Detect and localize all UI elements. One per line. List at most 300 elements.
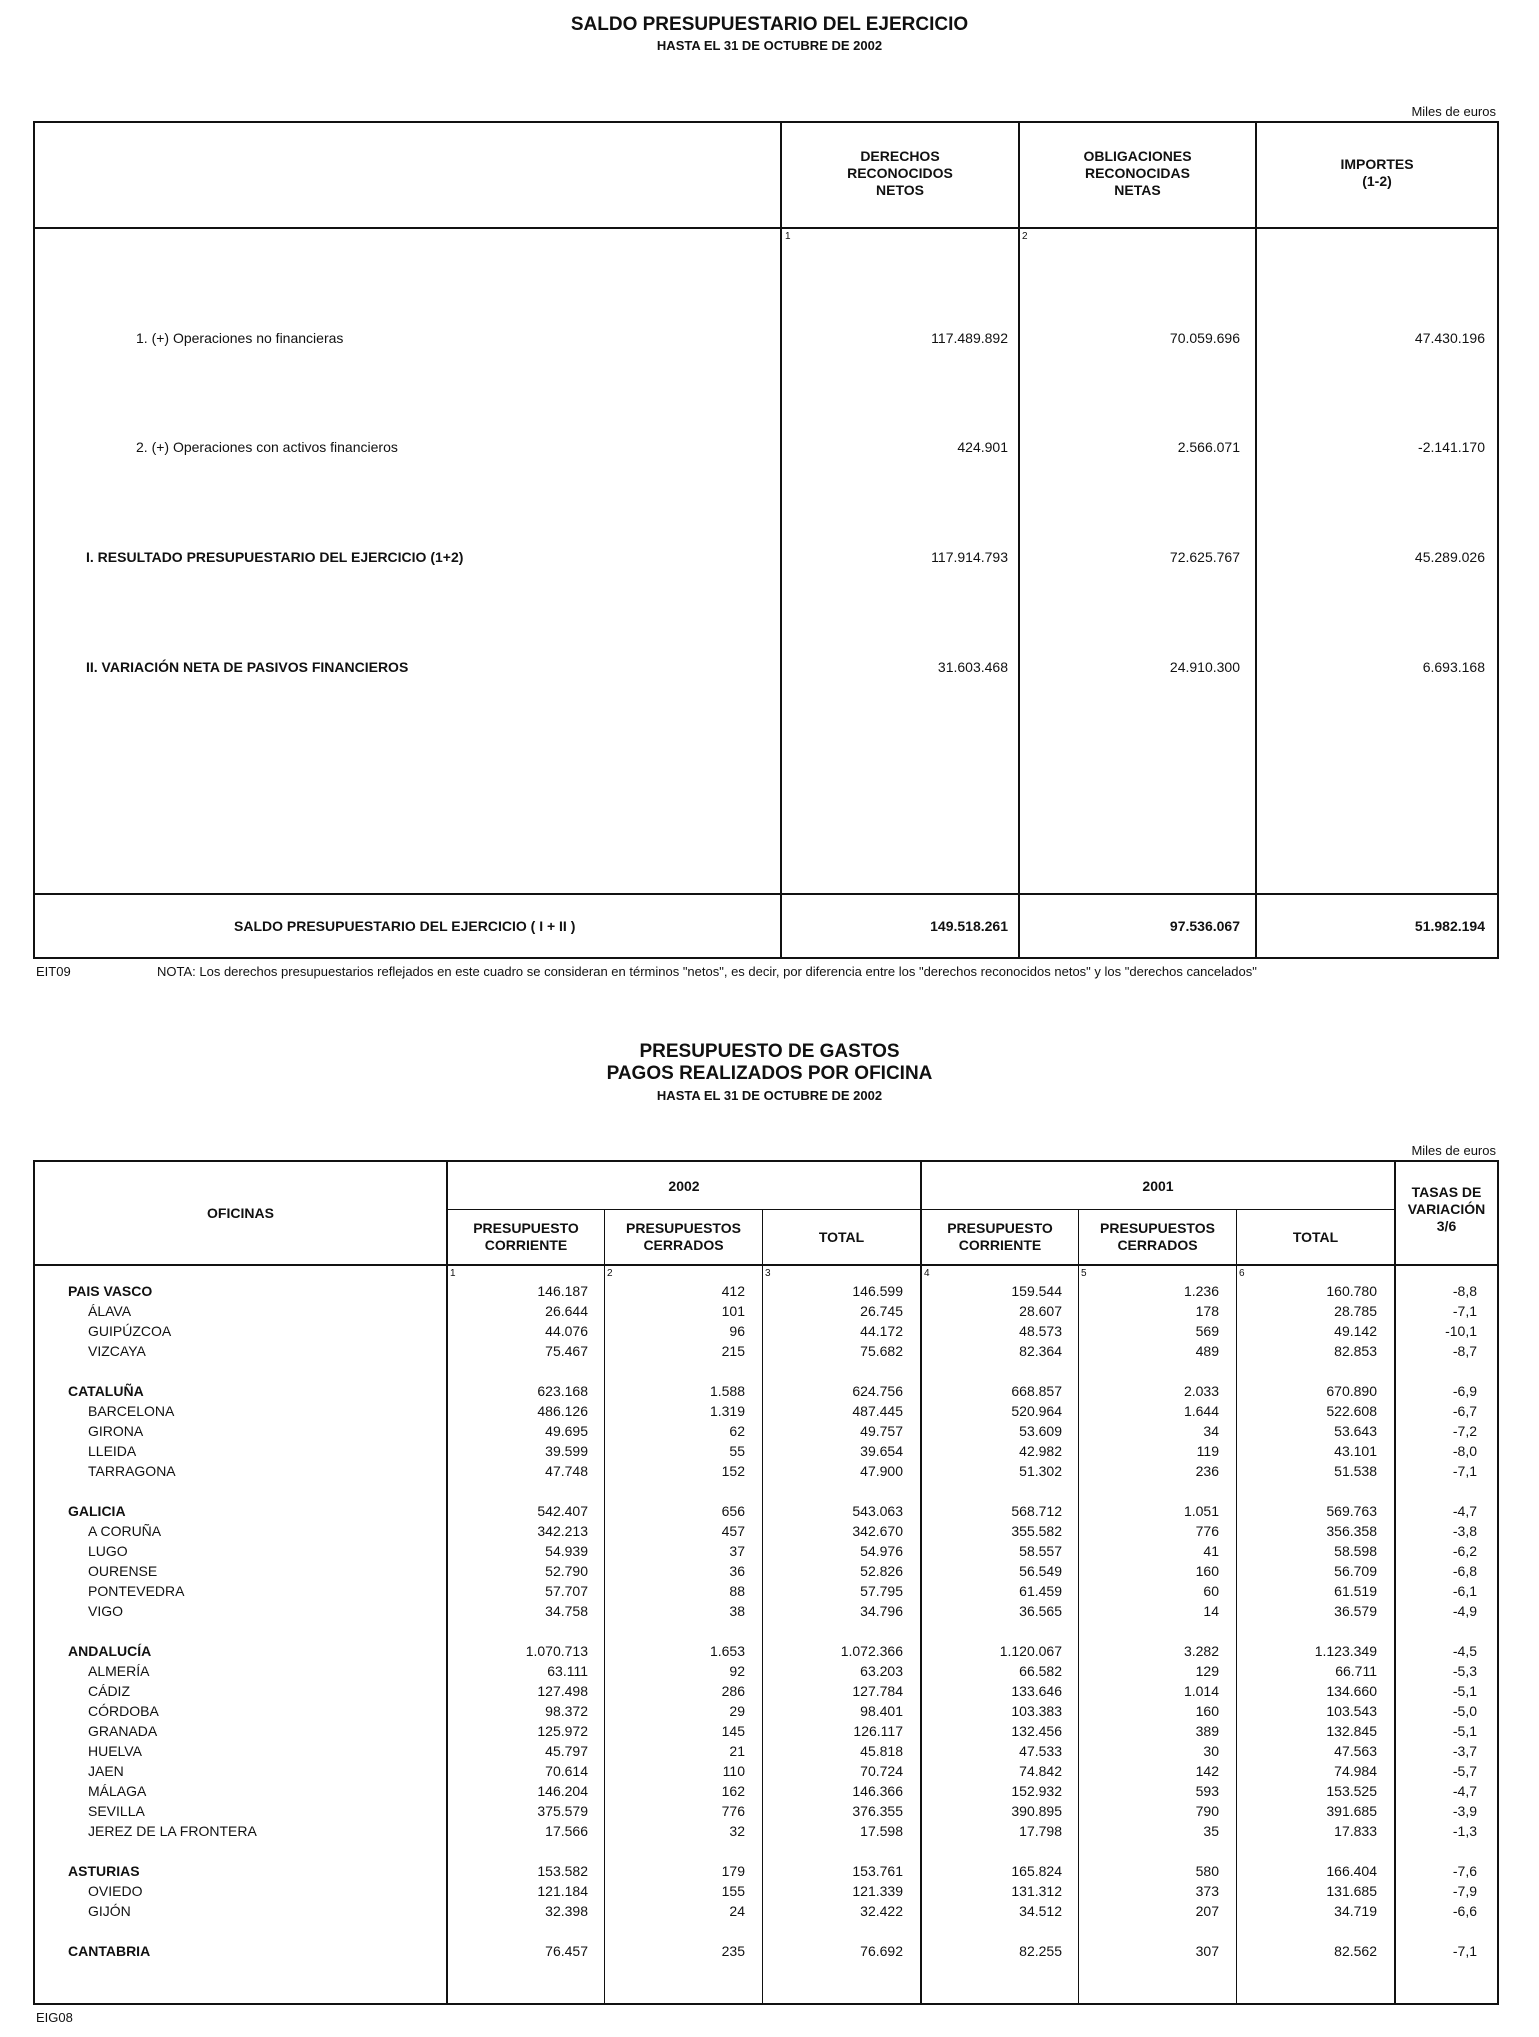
table-row — [0, 1903, 1539, 1923]
oficina-name: PAIS VASCO — [68, 1283, 153, 1299]
value-cell: 1.072.366 — [840, 1643, 903, 1659]
header-year-2001: 2001 — [1142, 1178, 1174, 1194]
value-cell: 132.845 — [1326, 1723, 1377, 1739]
value-cell: 47.748 — [545, 1463, 588, 1479]
saldo-row-derechos: 117.914.793 — [931, 549, 1008, 565]
value-cell: 145 — [721, 1723, 745, 1739]
value-cell: 57.707 — [545, 1583, 588, 1599]
value-cell: 49.695 — [545, 1423, 588, 1439]
value-cell: 152 — [721, 1463, 745, 1479]
value-cell: 56.709 — [1334, 1563, 1377, 1579]
saldo-total-label: SALDO PRESUPUESTARIO DEL EJERCICIO ( I + II ) — [234, 918, 576, 934]
header-total-2002: TOTAL — [818, 1229, 865, 1245]
oficina-name: HUELVA — [88, 1743, 142, 1759]
table-row — [0, 1643, 1539, 1663]
gastos-unit: Miles de euros — [1411, 1143, 1496, 1158]
value-cell: 14 — [1203, 1603, 1219, 1619]
header-year-2002: 2002 — [668, 1178, 700, 1194]
col-index: 5 — [1081, 1268, 1087, 1279]
header-derechos: DERECHOS RECONOCIDOS NETOS — [847, 148, 953, 198]
value-cell: 75.467 — [545, 1343, 588, 1359]
table-row — [0, 1803, 1539, 1823]
value-cell: 92 — [729, 1663, 745, 1679]
saldo-subtitle: HASTA EL 31 DE OCTUBRE DE 2002 — [656, 38, 883, 53]
value-cell: 146.366 — [852, 1783, 903, 1799]
value-cell: 127.498 — [537, 1683, 588, 1699]
oficina-name: TARRAGONA — [88, 1463, 176, 1479]
value-cell: 355.582 — [1011, 1523, 1062, 1539]
value-cell: 162 — [721, 1783, 745, 1799]
oficina-name: ALMERÍA — [88, 1663, 150, 1679]
table-row — [0, 1383, 1539, 1403]
value-cell: 179 — [721, 1863, 745, 1879]
oficina-name: A CORUÑA — [88, 1523, 162, 1539]
oficina-name: JEREZ DE LA FRONTERA — [88, 1823, 257, 1839]
value-cell: 668.857 — [1011, 1383, 1062, 1399]
table-row — [0, 1283, 1539, 1303]
value-cell: 76.692 — [860, 1943, 903, 1959]
tasa-cell: -3,7 — [1452, 1743, 1477, 1759]
value-cell: 146.599 — [852, 1283, 903, 1299]
value-cell: 45.818 — [860, 1743, 903, 1759]
value-cell: 58.557 — [1019, 1543, 1062, 1559]
value-cell: 520.964 — [1011, 1403, 1062, 1419]
value-cell: 37 — [729, 1543, 745, 1559]
col-index-2: 2 — [1022, 231, 1028, 242]
value-cell: 26.644 — [545, 1303, 588, 1319]
oficina-name: CATALUÑA — [68, 1383, 144, 1399]
value-cell: 389 — [1195, 1723, 1219, 1739]
value-cell: 63.203 — [860, 1663, 903, 1679]
value-cell: 34.512 — [1019, 1903, 1062, 1919]
value-cell: 569.763 — [1326, 1503, 1377, 1519]
oficina-name: SEVILLA — [88, 1803, 145, 1819]
tasa-cell: -7,1 — [1452, 1303, 1477, 1319]
value-cell: 656 — [721, 1503, 745, 1519]
col-index-1: 1 — [785, 231, 791, 242]
oficina-name: ÁLAVA — [88, 1303, 132, 1319]
table-row — [0, 1503, 1539, 1523]
tasa-cell: -6,9 — [1452, 1383, 1477, 1399]
value-cell: 121.184 — [537, 1883, 588, 1899]
table-row — [0, 1423, 1539, 1443]
value-cell: 49.757 — [860, 1423, 903, 1439]
value-cell: 489 — [1195, 1343, 1219, 1359]
value-cell: 160 — [1195, 1563, 1219, 1579]
table-row — [0, 1463, 1539, 1483]
value-cell: 52.826 — [860, 1563, 903, 1579]
table-row — [0, 1683, 1539, 1703]
value-cell: 66.582 — [1019, 1663, 1062, 1679]
tasa-cell: -10,1 — [1445, 1323, 1477, 1339]
value-cell: 165.824 — [1011, 1863, 1062, 1879]
col-index: 6 — [1239, 1268, 1245, 1279]
value-cell: 131.312 — [1011, 1883, 1062, 1899]
oficina-name: PONTEVEDRA — [88, 1583, 185, 1599]
value-cell: 569 — [1195, 1323, 1219, 1339]
tasa-cell: -5,3 — [1452, 1663, 1477, 1679]
value-cell: 39.654 — [860, 1443, 903, 1459]
oficina-name: CÓRDOBA — [88, 1703, 159, 1719]
value-cell: 119 — [1196, 1443, 1219, 1459]
saldo-row-obligaciones: 72.625.767 — [1169, 549, 1240, 565]
value-cell: 53.609 — [1019, 1423, 1062, 1439]
value-cell: 3.282 — [1183, 1643, 1219, 1659]
value-cell: 82.255 — [1019, 1943, 1062, 1959]
value-cell: 215 — [721, 1343, 745, 1359]
value-cell: 159.544 — [1011, 1283, 1062, 1299]
value-cell: 131.685 — [1326, 1883, 1377, 1899]
saldo-unit: Miles de euros — [1411, 104, 1496, 119]
tasa-cell: -7,9 — [1452, 1883, 1477, 1899]
value-cell: 98.401 — [860, 1703, 903, 1719]
tasa-cell: -6,1 — [1452, 1583, 1477, 1599]
tasa-cell: -8,7 — [1452, 1343, 1477, 1359]
tasa-cell: -7,1 — [1452, 1463, 1477, 1479]
value-cell: 36.579 — [1334, 1603, 1377, 1619]
oficina-name: MÁLAGA — [88, 1783, 147, 1799]
oficina-name: LUGO — [88, 1543, 128, 1559]
value-cell: 412 — [721, 1283, 745, 1299]
value-cell: 51.538 — [1334, 1463, 1377, 1479]
table-row — [0, 1863, 1539, 1883]
table-row — [0, 1943, 1539, 1963]
col-index: 2 — [607, 1268, 613, 1279]
value-cell: 129 — [1195, 1663, 1219, 1679]
tasa-cell: -5,1 — [1452, 1723, 1477, 1739]
value-cell: 142 — [1195, 1763, 1219, 1779]
saldo-row-importes: -2.141.170 — [1418, 439, 1485, 455]
value-cell: 36 — [729, 1563, 745, 1579]
saldo-row-label: 2. (+) Operaciones con activos financieros — [136, 439, 398, 455]
oficina-name: GIJÓN — [88, 1903, 131, 1919]
value-cell: 356.358 — [1326, 1523, 1377, 1539]
value-cell: 47.533 — [1019, 1743, 1062, 1759]
header-presupuesto-corriente-2002: PRESUPUESTO CORRIENTE — [473, 1220, 579, 1253]
value-cell: 17.598 — [860, 1823, 903, 1839]
saldo-row-importes: 45.289.026 — [1414, 549, 1485, 565]
value-cell: 54.939 — [545, 1543, 588, 1559]
value-cell: 133.646 — [1011, 1683, 1062, 1699]
value-cell: 96 — [729, 1323, 745, 1339]
value-cell: 36.565 — [1019, 1603, 1062, 1619]
value-cell: 74.842 — [1019, 1763, 1062, 1779]
tasa-cell: -7,1 — [1452, 1943, 1477, 1959]
saldo-code: EIT09 — [36, 964, 71, 979]
saldo-row-obligaciones: 70.059.696 — [1169, 330, 1240, 346]
value-cell: 543.063 — [852, 1503, 903, 1519]
value-cell: 391.685 — [1326, 1803, 1377, 1819]
oficina-name: CÁDIZ — [88, 1683, 130, 1699]
value-cell: 160.780 — [1326, 1283, 1377, 1299]
value-cell: 103.543 — [1326, 1703, 1377, 1719]
header-total-2001: TOTAL — [1292, 1229, 1339, 1245]
gastos-title-2: PAGOS REALIZADOS POR OFICINA — [606, 1063, 933, 1084]
table-row — [0, 1523, 1539, 1543]
saldo-row-obligaciones: 2.566.071 — [1177, 439, 1240, 455]
oficina-name: OVIEDO — [88, 1883, 143, 1899]
value-cell: 44.076 — [545, 1323, 588, 1339]
table-row — [0, 1303, 1539, 1323]
table-row — [0, 1723, 1539, 1743]
value-cell: 17.798 — [1019, 1823, 1062, 1839]
tasa-cell: -4,7 — [1452, 1783, 1477, 1799]
table-row — [0, 1763, 1539, 1783]
table-row — [0, 1883, 1539, 1903]
table-row — [0, 1343, 1539, 1363]
value-cell: 17.833 — [1334, 1823, 1377, 1839]
tasa-cell: -4,5 — [1452, 1643, 1477, 1659]
header-importes: IMPORTES (1-2) — [1340, 156, 1414, 189]
value-cell: 146.187 — [537, 1283, 588, 1299]
value-cell: 146.204 — [537, 1783, 588, 1799]
oficina-name: LLEIDA — [88, 1443, 137, 1459]
value-cell: 76.457 — [545, 1943, 588, 1959]
tasa-cell: -8,8 — [1452, 1283, 1477, 1299]
saldo-total-obligaciones: 97.536.067 — [1169, 918, 1240, 934]
tasa-cell: -6,8 — [1452, 1563, 1477, 1579]
value-cell: 790 — [1195, 1803, 1219, 1819]
tasa-cell: -5,7 — [1452, 1763, 1477, 1779]
value-cell: 1.014 — [1183, 1683, 1219, 1699]
value-cell: 98.372 — [545, 1703, 588, 1719]
gastos-code: EIG08 — [36, 2010, 73, 2025]
tasa-cell: -6,6 — [1452, 1903, 1477, 1919]
value-cell: 390.895 — [1011, 1803, 1062, 1819]
value-cell: 29 — [729, 1703, 745, 1719]
value-cell: 1.319 — [709, 1403, 745, 1419]
value-cell: 47.900 — [860, 1463, 903, 1479]
value-cell: 39.599 — [545, 1443, 588, 1459]
value-cell: 152.932 — [1011, 1783, 1062, 1799]
value-cell: 1.123.349 — [1314, 1643, 1377, 1659]
value-cell: 153.761 — [852, 1863, 903, 1879]
value-cell: 580 — [1195, 1863, 1219, 1879]
value-cell: 82.364 — [1019, 1343, 1062, 1359]
saldo-row-obligaciones: 24.910.300 — [1169, 659, 1240, 675]
value-cell: 52.790 — [545, 1563, 588, 1579]
table-row — [0, 1603, 1539, 1623]
col-index: 1 — [450, 1268, 456, 1279]
table-row — [0, 1663, 1539, 1683]
value-cell: 47.563 — [1334, 1743, 1377, 1759]
value-cell: 53.643 — [1334, 1423, 1377, 1439]
value-cell: 1.120.067 — [999, 1643, 1062, 1659]
value-cell: 1.236 — [1183, 1283, 1219, 1299]
tasa-cell: -7,6 — [1452, 1863, 1477, 1879]
value-cell: 342.213 — [537, 1523, 588, 1539]
col-index: 3 — [765, 1268, 771, 1279]
oficina-name: VIZCAYA — [88, 1343, 146, 1359]
table-row — [0, 1403, 1539, 1423]
tasa-cell: -5,0 — [1452, 1703, 1477, 1719]
value-cell: 286 — [721, 1683, 745, 1699]
value-cell: 54.976 — [860, 1543, 903, 1559]
saldo-row-label: I. RESULTADO PRESUPUESTARIO DEL EJERCICIO (1+2) — [86, 549, 464, 565]
value-cell: 32.422 — [860, 1903, 903, 1919]
value-cell: 32.398 — [545, 1903, 588, 1919]
oficina-name: CANTABRIA — [68, 1943, 151, 1959]
value-cell: 58.598 — [1334, 1543, 1377, 1559]
table-row — [0, 1563, 1539, 1583]
saldo-row-importes: 47.430.196 — [1414, 330, 1485, 346]
saldo-title: SALDO PRESUPUESTARIO DEL EJERCICIO — [570, 14, 969, 35]
value-cell: 487.445 — [852, 1403, 903, 1419]
value-cell: 34.719 — [1334, 1903, 1377, 1919]
value-cell: 74.984 — [1334, 1763, 1377, 1779]
saldo-row-importes: 6.693.168 — [1422, 659, 1485, 675]
value-cell: 307 — [1195, 1943, 1219, 1959]
value-cell: 82.562 — [1334, 1943, 1377, 1959]
oficina-name: ASTURIAS — [68, 1863, 140, 1879]
col-index: 4 — [924, 1268, 930, 1279]
value-cell: 26.745 — [860, 1303, 903, 1319]
tasa-cell: -5,1 — [1452, 1683, 1477, 1699]
value-cell: 88 — [729, 1583, 745, 1599]
oficina-name: VIGO — [88, 1603, 124, 1619]
value-cell: 51.302 — [1019, 1463, 1062, 1479]
tasa-cell: -1,3 — [1452, 1823, 1477, 1839]
value-cell: 776 — [1195, 1523, 1219, 1539]
value-cell: 1.070.713 — [525, 1643, 588, 1659]
value-cell: 178 — [1195, 1303, 1219, 1319]
value-cell: 82.853 — [1334, 1343, 1377, 1359]
value-cell: 45.797 — [545, 1743, 588, 1759]
value-cell: 153.582 — [537, 1863, 588, 1879]
table-row — [0, 1583, 1539, 1603]
tasa-cell: -6,7 — [1452, 1403, 1477, 1419]
value-cell: 132.456 — [1011, 1723, 1062, 1739]
header-tasas: TASAS DE VARIACIÓN 3/6 — [1407, 1184, 1486, 1234]
table-row — [0, 1783, 1539, 1803]
table-row — [0, 1743, 1539, 1763]
tasa-cell: -7,2 — [1452, 1423, 1477, 1439]
tasa-cell: -6,2 — [1452, 1543, 1477, 1559]
value-cell: 48.573 — [1019, 1323, 1062, 1339]
value-cell: 30 — [1203, 1743, 1219, 1759]
oficina-name: JAEN — [88, 1763, 124, 1779]
table-row — [0, 1703, 1539, 1723]
value-cell: 17.566 — [545, 1823, 588, 1839]
value-cell: 1.644 — [1183, 1403, 1219, 1419]
oficina-name: GIRONA — [88, 1423, 144, 1439]
oficina-name: OURENSE — [88, 1563, 158, 1579]
value-cell: 34.758 — [545, 1603, 588, 1619]
tasa-cell: -8,0 — [1452, 1443, 1477, 1459]
value-cell: 542.407 — [537, 1503, 588, 1519]
tasa-cell: -3,9 — [1452, 1803, 1477, 1819]
value-cell: 57.795 — [860, 1583, 903, 1599]
value-cell: 235 — [721, 1943, 745, 1959]
value-cell: 568.712 — [1011, 1503, 1062, 1519]
value-cell: 166.404 — [1326, 1863, 1377, 1879]
value-cell: 70.724 — [860, 1763, 903, 1779]
value-cell: 35 — [1203, 1823, 1219, 1839]
value-cell: 121.339 — [852, 1883, 903, 1899]
value-cell: 42.982 — [1019, 1443, 1062, 1459]
value-cell: 153.525 — [1326, 1783, 1377, 1799]
saldo-row-derechos: 117.489.892 — [931, 330, 1008, 346]
oficina-name: GRANADA — [88, 1723, 158, 1739]
value-cell: 160 — [1195, 1703, 1219, 1719]
value-cell: 41 — [1203, 1543, 1219, 1559]
value-cell: 55 — [729, 1443, 745, 1459]
oficina-name: BARCELONA — [88, 1403, 175, 1419]
saldo-row-derechos: 31.603.468 — [937, 659, 1008, 675]
saldo-total-importes: 51.982.194 — [1414, 918, 1485, 934]
header-presupuesto-corriente-2001: PRESUPUESTO CORRIENTE — [947, 1220, 1053, 1253]
value-cell: 32 — [729, 1823, 745, 1839]
header-obligaciones: OBLIGACIONES RECONOCIDAS NETAS — [1083, 148, 1192, 198]
value-cell: 61.459 — [1019, 1583, 1062, 1599]
saldo-row-derechos: 424.901 — [957, 439, 1008, 455]
saldo-row-label: 1. (+) Operaciones no financieras — [136, 330, 344, 346]
value-cell: 207 — [1195, 1903, 1219, 1919]
value-cell: 624.756 — [852, 1383, 903, 1399]
value-cell: 373 — [1195, 1883, 1219, 1899]
value-cell: 134.660 — [1326, 1683, 1377, 1699]
oficina-name: GALICIA — [68, 1503, 126, 1519]
value-cell: 126.117 — [853, 1723, 903, 1739]
tasa-cell: -4,9 — [1452, 1603, 1477, 1619]
value-cell: 43.101 — [1334, 1443, 1377, 1459]
gastos-subtitle: HASTA EL 31 DE OCTUBRE DE 2002 — [656, 1088, 883, 1103]
value-cell: 486.126 — [537, 1403, 588, 1419]
value-cell: 593 — [1195, 1783, 1219, 1799]
value-cell: 60 — [1203, 1583, 1219, 1599]
table-row — [0, 1543, 1539, 1563]
value-cell: 70.614 — [545, 1763, 588, 1779]
value-cell: 49.142 — [1334, 1323, 1377, 1339]
value-cell: 457 — [721, 1523, 745, 1539]
value-cell: 110 — [722, 1763, 745, 1779]
saldo-row-label: II. VARIACIÓN NETA DE PASIVOS FINANCIEROS — [86, 659, 409, 675]
oficina-name: ANDALUCÍA — [68, 1643, 152, 1659]
value-cell: 63.111 — [547, 1663, 588, 1679]
value-cell: 28.785 — [1334, 1303, 1377, 1319]
value-cell: 1.051 — [1183, 1503, 1219, 1519]
value-cell: 236 — [1195, 1463, 1219, 1479]
value-cell: 56.549 — [1019, 1563, 1062, 1579]
value-cell: 62 — [729, 1423, 745, 1439]
value-cell: 44.172 — [860, 1323, 903, 1339]
value-cell: 1.653 — [709, 1643, 745, 1659]
value-cell: 375.579 — [537, 1803, 588, 1819]
value-cell: 522.608 — [1326, 1403, 1377, 1419]
table-row — [0, 1323, 1539, 1343]
value-cell: 2.033 — [1183, 1383, 1219, 1399]
value-cell: 101 — [721, 1303, 745, 1319]
value-cell: 28.607 — [1019, 1303, 1062, 1319]
value-cell: 38 — [729, 1603, 745, 1619]
header-oficinas: OFICINAS — [207, 1205, 274, 1221]
header-presupuestos-cerrados-2001: PRESUPUESTOS CERRADOS — [1100, 1220, 1215, 1253]
value-cell: 342.670 — [852, 1523, 903, 1539]
value-cell: 34.796 — [860, 1603, 903, 1619]
value-cell: 75.682 — [860, 1343, 903, 1359]
header-presupuestos-cerrados-2002: PRESUPUESTOS CERRADOS — [626, 1220, 741, 1253]
value-cell: 155 — [721, 1883, 745, 1899]
table-row — [0, 1823, 1539, 1843]
oficina-name: GUIPÚZCOA — [88, 1323, 172, 1339]
value-cell: 776 — [721, 1803, 745, 1819]
gastos-title: PRESUPUESTO DE GASTOS — [639, 1041, 900, 1062]
value-cell: 61.519 — [1334, 1583, 1377, 1599]
saldo-total-derechos: 149.518.261 — [930, 918, 1008, 934]
table-row — [0, 1443, 1539, 1463]
value-cell: 127.784 — [852, 1683, 903, 1699]
value-cell: 376.355 — [852, 1803, 903, 1819]
